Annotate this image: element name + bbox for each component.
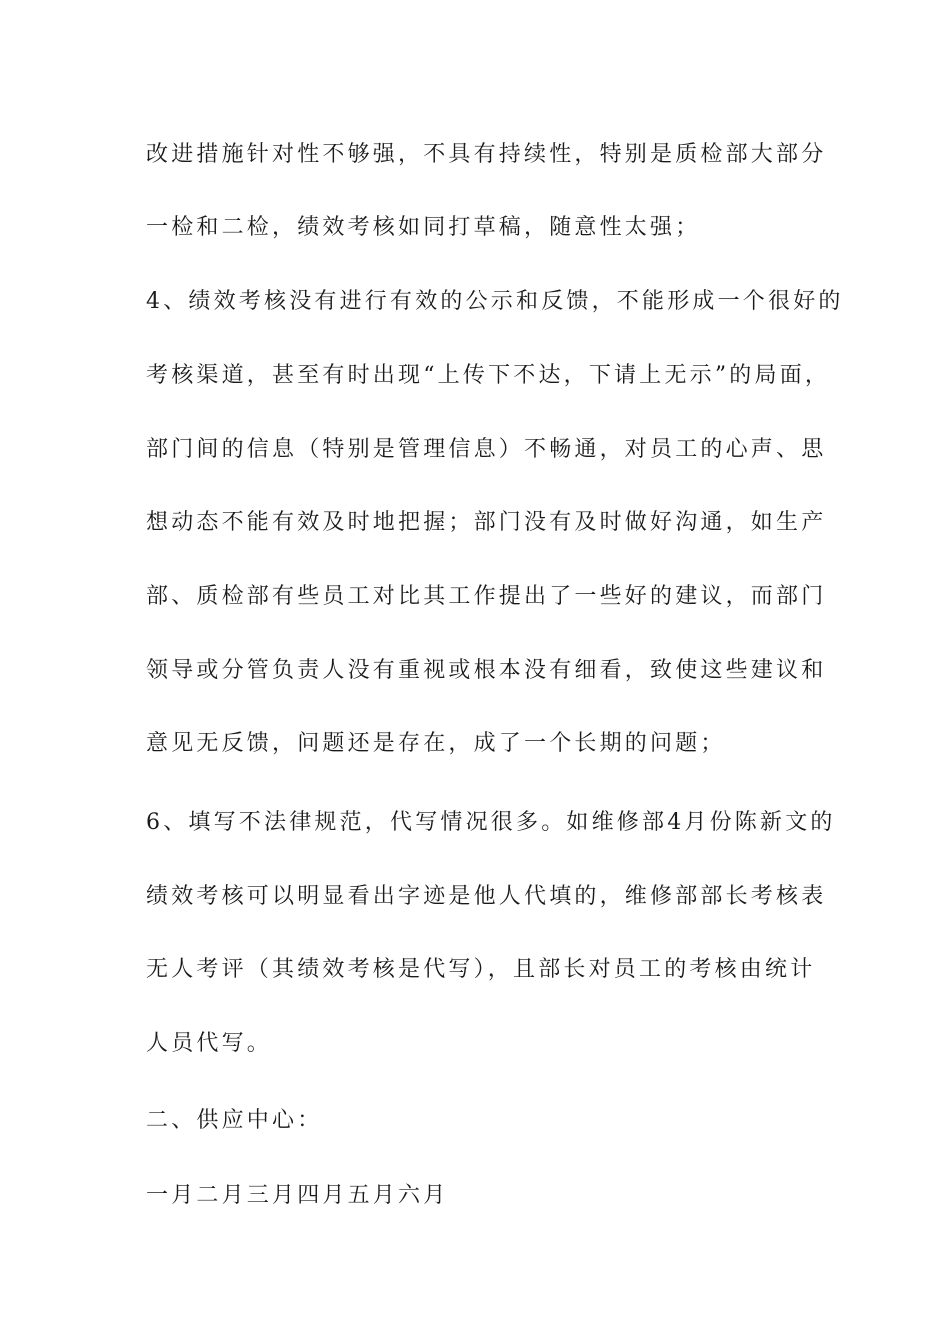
paragraph-line: 考核渠道，甚至有时出现“上传下不达，下请上无示”的局面， [146,363,831,388]
paragraph-line: 部门间的信息（特别是管理信息）不畅通，对员工的心声、思 [146,437,827,462]
paragraph-line: 改进措施针对性不够强，不具有持续性，特别是质检部大部分 [146,142,827,167]
paragraph-line: 领导或分管负责人没有重视或根本没有细看，致使这些建议和 [146,658,827,683]
paragraph-line: 无人考评（其绩效考核是代写），且部长对员工的考核由统计 [146,957,816,982]
paragraph-line: 6、填写不法律规范，代写情况很多。如维修部4月份陈新文的 [146,810,836,835]
paragraph-line: 4、绩效考核没有进行有效的公示和反馈，不能形成一个很好的 [146,289,844,314]
paragraph-line: 一月二月三月四月五月六月 [146,1183,449,1208]
paragraph-line: 人员代写。 [146,1031,273,1056]
paragraph-line: 部、质检部有些员工对比其工作提出了一些好的建议，而部门 [146,584,827,609]
paragraph-line: 想动态不能有效及时地把握；部门没有及时做好沟通，如生产 [146,510,827,535]
paragraph-line: 意见无反馈，问题还是存在，成了一个长期的问题； [146,731,726,756]
paragraph-line: 一检和二检，绩效考核如同打草稿，随意性太强； [146,215,701,240]
section-heading: 二、供应中心： [146,1108,323,1133]
paragraph-line: 绩效考核可以明显看出字迹是他人代填的，维修部部长考核表 [146,884,827,909]
